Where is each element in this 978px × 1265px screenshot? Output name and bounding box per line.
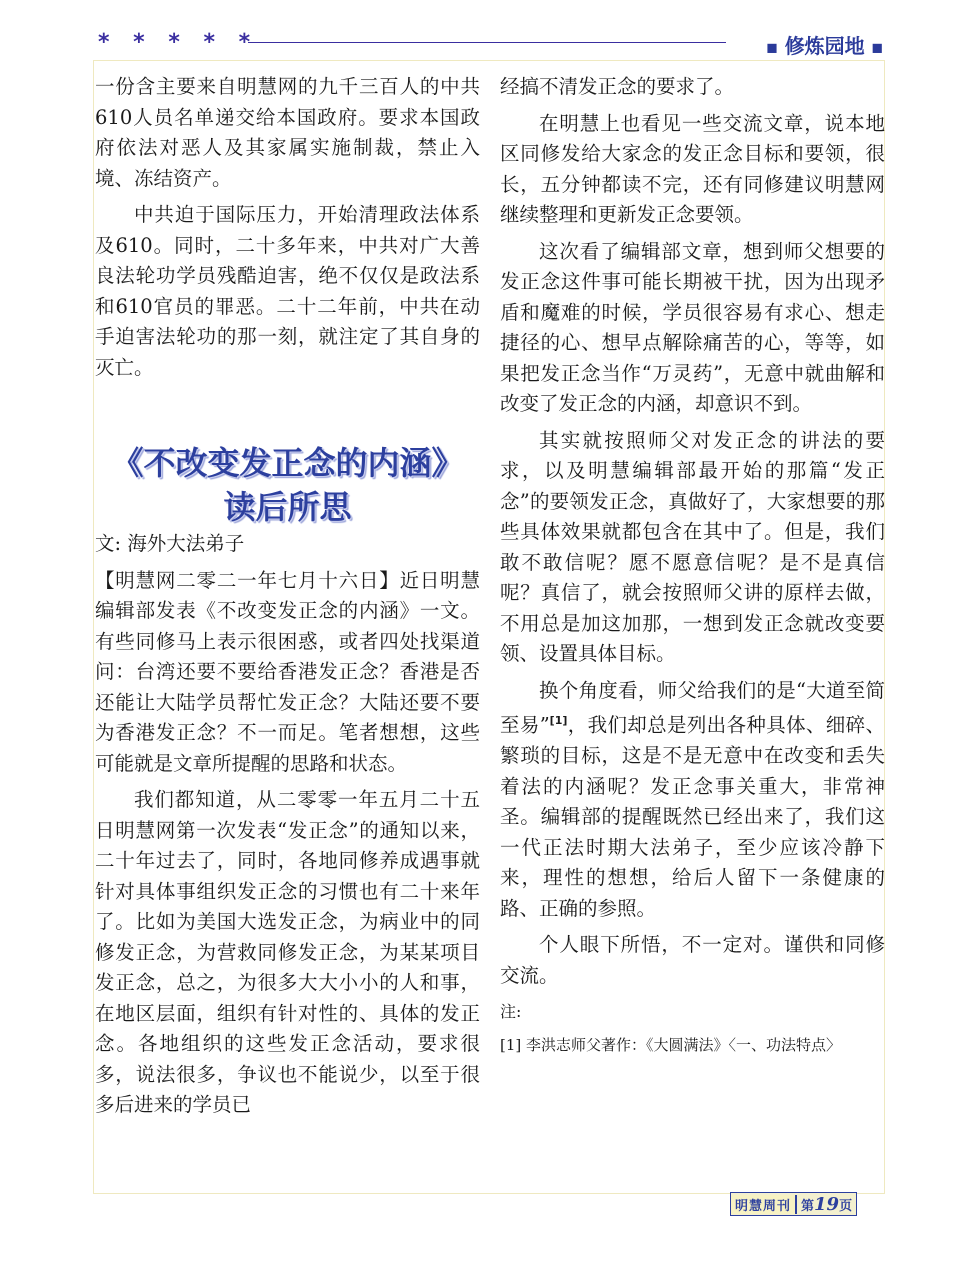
header-rule [248,42,726,43]
page-prefix: 第 [801,1198,815,1214]
paragraph: 我们都知道，从二零零一年五月二十五日明慧网第一次发表“发正念”的通知以来，二十年过去了，同时，各地同修养成遇事就针对具体事组织发正念的习惯也有二十来年了。比如为美国大选发正念，为病业中的同修发正念，为营救同修发正念，为某某项目发正念，总之，为很多大大小小的人和事，在地区层面，组织有针对性的、具体的发正念。各地组织的这些发正念活动，要求很多，说法很多，争议也不能说少，以至于很多后进来的学员已 [95,788,480,1116]
section-name: 修炼园地 [784,34,865,58]
page-suffix: 页 [839,1198,853,1214]
paragraph-continued: 一份含主要来自明慧网的九千三百人的中共610人员名单递交给本国政府。要求本国政府依法对恶人及其家属实施制裁，禁止入境、冻结资产。 [95,75,480,190]
paragraph: 在明慧上也看见一些交流文章，说本地区同修发给大家念的发正念目标和要领，很长，五分钟都读不完，还有同修建议明慧网继续整理和更新发正念要领。 [500,111,885,226]
title-line: 《不改变发正念的内涵》 [111,444,464,482]
footnote: [1] 李洪志师父著作：《大圆满法》〈一、功法特点〉 [500,1035,842,1054]
page-header [93,30,885,56]
right-column [500,72,885,1062]
paragraph: 个人眼下所悟，不一定对。谨供和同修交流。 [500,933,885,987]
byline: 文: 海外大法弟子 [95,532,245,555]
paragraph: 中共迫于国际压力，开始清理政法体系及610。同时，二十多年来，中共对广大善良法轮功学员残酷迫害，绝不仅仅是政法系和610官员的罪恶。二十二年前，中共在动手迫害法轮功的那一刻，就注定了其自身的灭亡。 [95,203,480,379]
square-bullet-icon: ■ [766,40,778,55]
square-bullet-icon: ■ [871,40,883,55]
paragraph: 这次看了编辑部文章，想到师父想要的发正念这件事可能长期被干扰，因为出现矛盾和魔难的时候，学员很容易有求心、想走捷径的心、想早点解除痛苦的心，等等，如果把发正念当作“万灵药”，无意中就曲解和改变了发正念的内涵，却意识不到。 [500,239,885,415]
page-footer [730,1192,857,1216]
title-line: 读后所思 [223,488,352,526]
paragraph: 【明慧网二零二一年七月十六日】近日明慧编辑部发表《不改变发正念的内涵》一文。有些同修马上表示很困惑，或者四处找渠道问：台湾还要不要给香港发正念？香港是否还能让大陆学员帮忙发正念？大陆还要不要为香港发正念？不一而足。笔者想想，这些可能就是文章所提醒的思路和状态。 [95,568,480,775]
header-stars: * * * * * [98,30,259,55]
left-column [95,72,480,1127]
paragraph-continued: 经搞不清发正念的要求了。 [500,75,735,98]
paragraph-text: ，我们却总是列出各种具体、细碎、繁琐的目标，这是不是无意中在改变和丢失着法的内涵呢？发正念事关重大，非常神圣。编辑部的提醒既然已经出来了，我们这一代正法时期大法弟子，至少应该冷静下来，理性的想想，给后人留下一条健康的路、正确的参照。 [500,713,885,920]
article-title [95,441,480,529]
page-number-label [797,1194,856,1215]
notes-label: 注: [500,1002,522,1021]
paragraph-text: 换个角度看，师父给我们的是“大道至简至易” [500,678,885,737]
footnote-ref[interactable]: [1] [549,714,568,727]
paragraph: 其实就按照师父对发正念的讲法的要求，以及明慧编辑部最开始的那篇“发正念”的要领发正念，真做好了，大家想要的那些具体效果就都包含在其中了。但是，我们敢不敢信呢？愿不愿意信呢？是不是真信呢？真信了，就会按照师父讲的原样去做，不用总是加这加那，一想到发正念就改变要领、设置具体目标。 [500,428,885,665]
magazine-name: 明慧周刊 [731,1195,797,1214]
paragraph [500,676,885,925]
section-tag [766,30,883,59]
page-number: 19 [814,1193,840,1215]
